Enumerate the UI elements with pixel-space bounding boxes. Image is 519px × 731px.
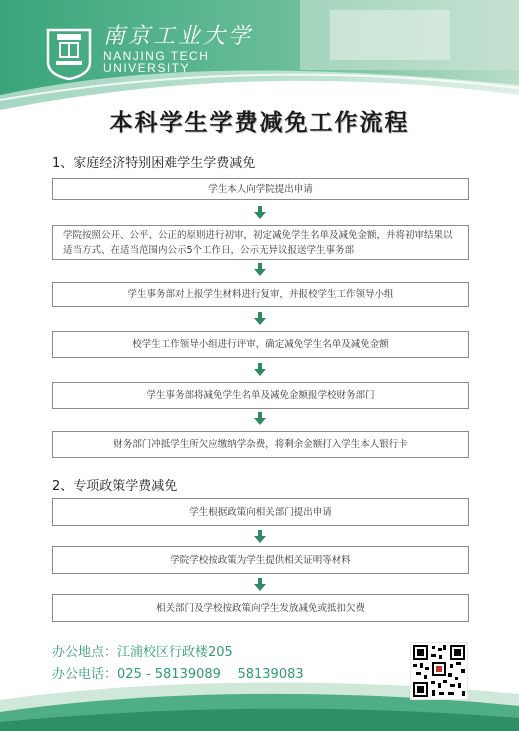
flow-step-3: 学生事务部对上报学生材料进行复审，并报校学生工作领导小组 <box>52 282 469 307</box>
arrow-down-icon <box>253 578 267 592</box>
flow-step-6: 财务部门冲抵学生所欠应缴纳学杂费，将剩余金额打入学生本人银行卡 <box>52 431 469 458</box>
arrow-down-icon <box>253 312 267 326</box>
flow-step-4: 校学生工作领导小组进行评审，确定减免学生名单及减免金额 <box>52 331 469 358</box>
page-title: 本科学生学费减免工作流程 <box>109 109 410 136</box>
section2-heading: 2、专项政策学费减免 <box>52 479 178 494</box>
office-phone: 办公电话：025 - 58139089 58139083 <box>52 667 304 682</box>
arrow-down-icon <box>253 530 267 544</box>
flow-step-5: 学生事务部将减免学生名单及减免金额报学校财务部门 <box>52 382 469 409</box>
policy-step-2: 学院学校按政策为学生提供相关证明等材料 <box>52 546 469 574</box>
arrow-down-icon <box>253 263 267 277</box>
office-address: 办公地点：江浦校区行政楼205 <box>52 645 233 660</box>
arrow-down-icon <box>253 363 267 377</box>
arrow-down-icon <box>253 206 267 220</box>
flow-step-1: 学生本人向学院提出申请 <box>52 178 469 200</box>
arrow-down-icon <box>253 412 267 426</box>
policy-step-3: 相关部门及学校按政策向学生发放减免或抵扣欠费 <box>52 594 469 622</box>
qr-code-icon <box>410 642 468 700</box>
university-brand <box>103 24 253 74</box>
university-name-en-1: NANJING TECH <box>103 49 210 63</box>
section1-heading: 1、家庭经济特别困难学生学费减免 <box>52 156 256 171</box>
flow-step-2: 学院按照公开、公平、公正的原则进行初审，初定减免学生名单及减免金额，并将初审结果以适当方式、在适当范围内公示5个工作日，公示无异议报送学生事务部 <box>52 225 469 260</box>
university-name-en-2: UNIVERSITY <box>103 61 191 75</box>
policy-step-1: 学生根据政策向相关部门提出申请 <box>52 498 469 526</box>
university-seal-icon <box>44 26 94 80</box>
university-name-cn: 南京工业大学 <box>103 24 254 49</box>
